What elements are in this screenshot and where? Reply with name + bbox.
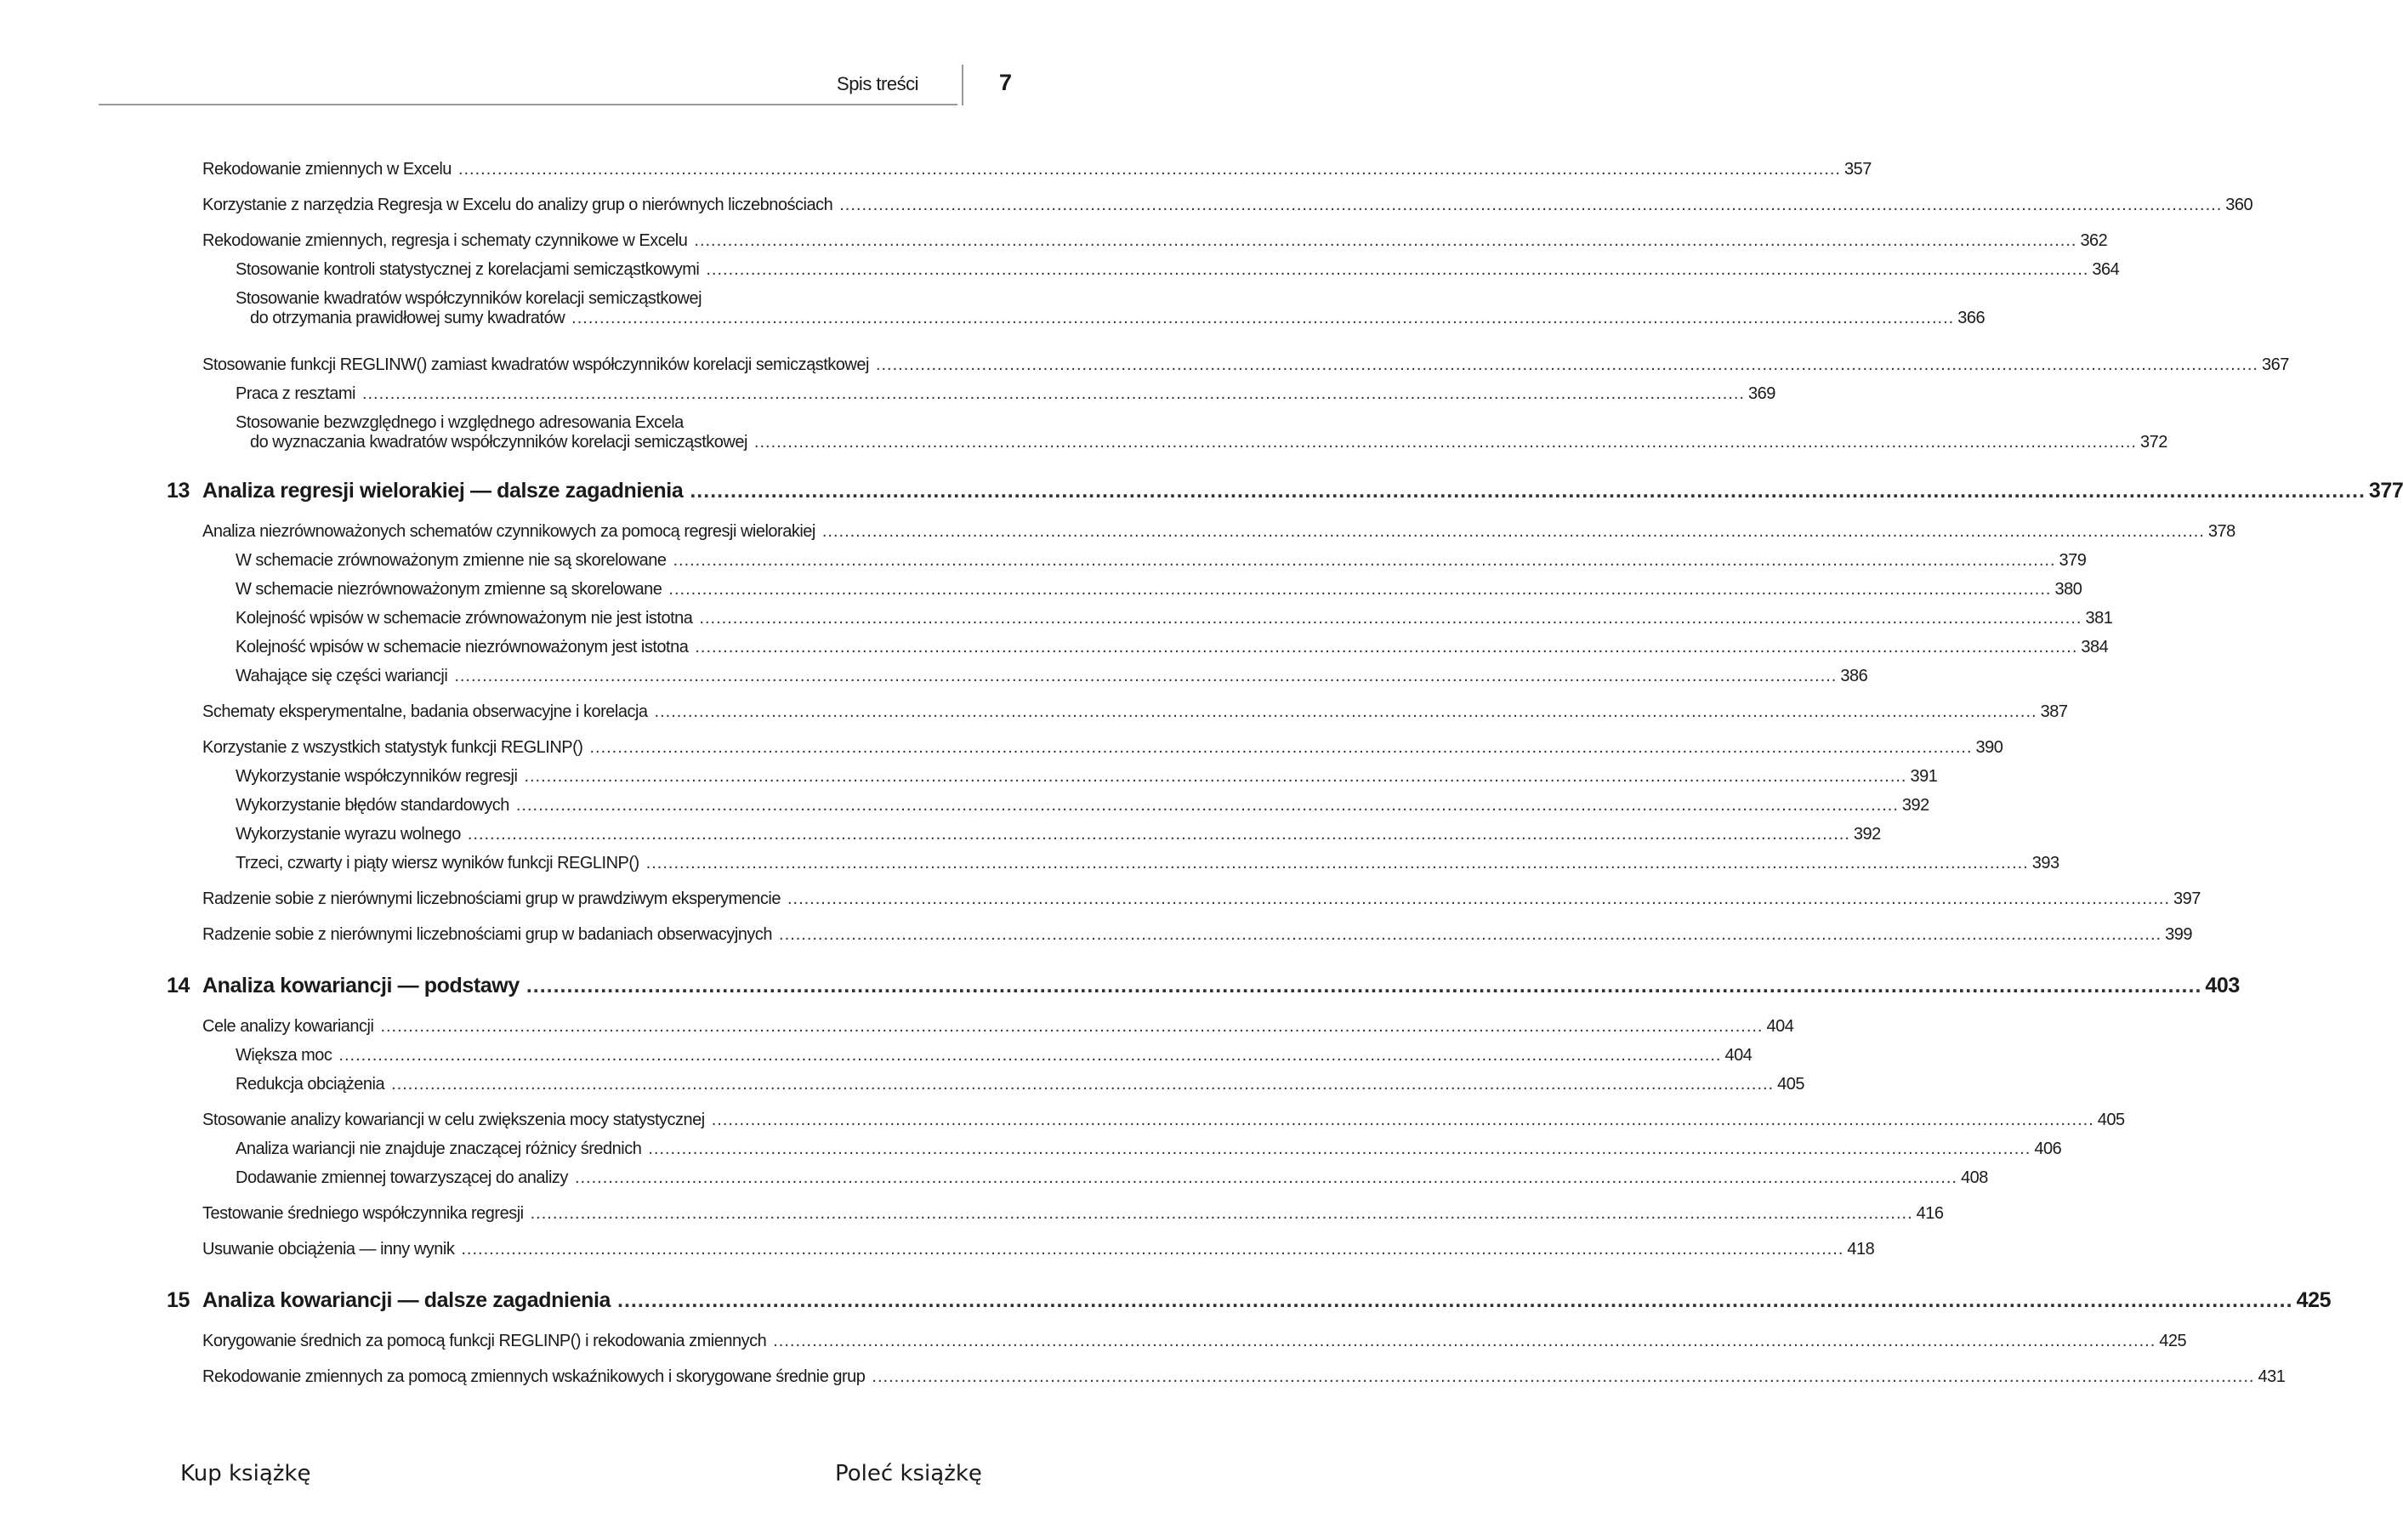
toc-entry-title: Analiza wariancji nie znajduje znaczącej różnicy średnich (236, 1139, 642, 1158)
running-title: Spis treści (837, 73, 918, 94)
toc-entry[interactable] (236, 413, 2167, 452)
header-separator (962, 65, 963, 105)
toc-entry[interactable] (236, 825, 1881, 844)
toc-page-number: 357 (1843, 160, 1872, 179)
toc-chapter[interactable] (167, 974, 2240, 998)
toc-entry[interactable] (236, 289, 1985, 328)
toc-entry-title: W schemacie niezrównoważonym zmienne są skorelowane (236, 580, 662, 599)
chapter-title: Analiza kowariancji — podstawy (202, 974, 520, 997)
toc-page-number: 364 (2092, 260, 2120, 279)
dot-leader (571, 309, 1954, 328)
toc-entry[interactable] (236, 796, 1929, 815)
toc-entry-title: Trzeci, czwarty i piąty wiersz wyników funkcji REGLINP() (236, 854, 639, 872)
dot-leader (695, 638, 2077, 657)
toc-entry-title: Kolejność wpisów w schemacie zrównoważonym nie jest istotna (236, 609, 693, 628)
dot-leader (391, 1075, 1774, 1094)
header-rule (99, 104, 957, 105)
dot-leader (839, 196, 2222, 215)
toc-entry-title: Kolejność wpisów w schemacie niezrównoważonym jest istotna (236, 638, 689, 656)
dot-leader (673, 551, 2055, 571)
toc-entry[interactable] (202, 355, 2289, 375)
toc-page-number: 372 (2139, 433, 2167, 452)
toc-page-number: 405 (2097, 1111, 2125, 1129)
toc-entry-title: Schematy eksperymentalne, badania obserwacyjne i korelacja (202, 702, 648, 721)
dot-leader (646, 854, 2029, 873)
toc-page-number: 393 (2031, 854, 2059, 872)
toc-entry[interactable] (236, 667, 1868, 686)
toc-entry[interactable] (236, 767, 1938, 787)
toc-page-number: 405 (1777, 1075, 1804, 1094)
dot-leader (694, 231, 2076, 251)
toc-page-number: 404 (1724, 1046, 1753, 1065)
toc-entry[interactable] (202, 1111, 2125, 1130)
dot-leader (754, 433, 2137, 452)
toc-page-number: 406 (2034, 1139, 2062, 1158)
toc-chapter[interactable] (167, 1288, 2332, 1313)
toc-entry-title: Korygowanie średnich za pomocą funkcji REGLINP() i rekodowania zmiennych (202, 1332, 767, 1350)
toc-entry-title: W schemacie zrównoważonym zmienne nie są skorelowane (236, 551, 667, 570)
toc-page-number: 391 (1910, 767, 1938, 786)
toc-page-number: 425 (2159, 1332, 2187, 1350)
dot-leader (872, 1367, 2254, 1387)
toc-entry-title-continued: do wyznaczania kwadratów współczynników korelacji semicząstkowej (250, 433, 747, 452)
toc-page-number: 418 (1847, 1240, 1875, 1259)
dot-leader (526, 974, 2202, 998)
toc-entry-title: Radzenie sobie z nierównymi liczebnościami grup w badaniach obserwacyjnych (202, 925, 773, 944)
toc-entry-title: Wykorzystanie wyrazu wolnego (236, 825, 461, 844)
toc-entry-title: Rekodowanie zmiennych w Excelu (202, 160, 452, 179)
toc-entry-title: Usuwanie obciążenia — inny wynik (202, 1240, 455, 1259)
toc-page-number: 431 (2258, 1367, 2286, 1386)
toc-entry-title: Stosowanie bezwzględnego i względnego adresowania Excela (236, 413, 684, 432)
toc-entry-title: Wykorzystanie błędów standardowych (236, 796, 509, 815)
toc-page-number: 399 (2165, 925, 2192, 944)
toc-entry-title: Wahające się części wariancji (236, 667, 448, 685)
dot-leader (779, 925, 2162, 945)
toc-entry[interactable] (202, 925, 2192, 945)
chapter-number: 15 (167, 1288, 190, 1312)
dot-leader (822, 522, 2205, 542)
toc-page-number: 381 (2085, 609, 2113, 628)
toc-entry[interactable] (202, 1204, 1944, 1224)
chapter-number: 14 (167, 974, 190, 997)
dot-leader (575, 1168, 1957, 1188)
dot-leader (787, 889, 2170, 909)
toc-page-number: 367 (2261, 355, 2289, 374)
toc-entry[interactable] (202, 1240, 1875, 1259)
dot-leader (461, 1240, 1843, 1259)
toc-entry[interactable] (236, 580, 2082, 600)
toc-entry-title-continued: do otrzymania prawidłowej sumy kwadratów (250, 309, 565, 327)
toc-entry[interactable] (202, 160, 1872, 179)
toc-entry[interactable] (202, 889, 2201, 909)
dot-leader (380, 1017, 1763, 1037)
dot-leader (668, 580, 2051, 600)
toc-entry[interactable] (236, 551, 2087, 571)
toc-entry-title: Stosowanie kontroli statystycznej z korelacjami semicząstkowymi (236, 260, 700, 279)
chapter-title: Analiza kowariancji — dalsze zagadnienia (202, 1288, 611, 1312)
toc-entry[interactable] (202, 738, 2003, 758)
toc-page-number: 392 (1853, 825, 1881, 844)
dot-leader (655, 702, 2037, 722)
toc-page-number: 386 (1840, 667, 1868, 685)
dot-leader (338, 1046, 1721, 1065)
chapter-title: Analiza regresji wielorakiej — dalsze zagadnienia (202, 479, 684, 503)
toc-entry-title: Cele analizy kowariancji (202, 1017, 374, 1036)
toc-page-number: 378 (2207, 522, 2235, 541)
toc-entry[interactable] (236, 638, 2109, 657)
toc-page-number: 397 (2173, 889, 2201, 908)
toc-entry-title: Redukcja obciążenia (236, 1075, 385, 1094)
dot-leader (516, 796, 1899, 815)
toc-page-number: 403 (2205, 974, 2240, 997)
toc-page-number: 369 (1747, 384, 1775, 403)
dot-leader (468, 825, 1850, 844)
dot-leader (712, 1111, 2094, 1130)
toc-entry[interactable] (202, 196, 2253, 215)
toc-entry-title: Większa moc (236, 1046, 332, 1065)
toc-entry-title: Stosowanie kwadratów współczynników korelacji semicząstkowej (236, 289, 702, 308)
toc-entry-title: Stosowanie analizy kowariancji w celu zwiększenia mocy statystycznej (202, 1111, 705, 1129)
toc-entry[interactable] (202, 522, 2235, 542)
toc-entry[interactable] (236, 1046, 1753, 1065)
recommend-book-link[interactable]: Poleć książkę (835, 1461, 982, 1486)
dot-leader (648, 1139, 2031, 1159)
toc-entry[interactable] (236, 1075, 1804, 1094)
toc-entry[interactable] (236, 1168, 1988, 1188)
toc-page-number: 366 (1957, 309, 1985, 327)
toc-page-number: 384 (2081, 638, 2109, 656)
toc-page-number: 390 (1975, 738, 2003, 757)
chapter-number: 13 (167, 479, 190, 503)
toc-entry-title: Radzenie sobie z nierównymi liczebnościami grup w prawdziwym eksperymencie (202, 889, 781, 908)
toc-page-number: 377 (2368, 479, 2403, 503)
toc-entry[interactable] (202, 1367, 2286, 1387)
dot-leader (524, 767, 1906, 787)
toc-entry-title: Korzystanie z narzędzia Regresja w Excelu do analizy grup o nierównych liczebnościach (202, 196, 833, 214)
dot-leader (773, 1332, 2156, 1351)
toc-entry-title: Korzystanie z wszystkich statystyk funkcji REGLINP() (202, 738, 583, 757)
dot-leader (617, 1288, 2293, 1313)
toc-page-number: 408 (1960, 1168, 1988, 1187)
toc-page-number: 404 (1766, 1017, 1794, 1036)
toc-page-number: 360 (2225, 196, 2253, 214)
toc-entry[interactable] (236, 384, 1775, 404)
buy-book-link[interactable]: Kup książkę (180, 1461, 311, 1486)
dot-leader (699, 609, 2082, 628)
toc-entry[interactable] (236, 1139, 2062, 1159)
toc-entry-title: Analiza niezrównoważonych schematów czynnikowych za pomocą regresji wielorakiej (202, 522, 815, 541)
toc-entry[interactable] (236, 609, 2113, 628)
dot-leader (454, 667, 1837, 686)
toc-chapter[interactable] (167, 479, 2403, 503)
toc-page-number: 362 (2080, 231, 2108, 250)
toc-entry[interactable] (202, 1332, 2187, 1351)
toc-entry-title: Wykorzystanie współczynników regresji (236, 767, 518, 786)
toc-page-number: 379 (2059, 551, 2087, 570)
toc-entry-title: Stosowanie funkcji REGLINW() zamiast kwadratów współczynników korelacji semicząstkowej (202, 355, 869, 374)
toc-entry[interactable] (236, 854, 2059, 873)
toc-entry-title: Testowanie średniego współczynnika regresji (202, 1204, 524, 1223)
toc-page-number: 380 (2054, 580, 2082, 599)
toc-entry[interactable] (236, 260, 2120, 280)
dot-leader (362, 384, 1745, 404)
page-number: 7 (998, 70, 1012, 95)
toc-entry[interactable] (202, 231, 2108, 251)
dot-leader (690, 479, 2366, 503)
dot-leader (589, 738, 1972, 758)
toc-page-number: 387 (2040, 702, 2068, 721)
toc-page-number: 425 (2296, 1288, 2332, 1312)
dot-leader (706, 260, 2088, 280)
toc-page-number: 392 (1901, 796, 1929, 815)
toc-entry-title: Dodawanie zmiennej towarzyszącej do analizy (236, 1168, 568, 1187)
dot-leader (876, 355, 2258, 375)
toc-entry-title: Rekodowanie zmiennych, regresja i schematy czynnikowe w Excelu (202, 231, 688, 250)
toc-entry-title: Praca z resztami (236, 384, 355, 403)
dot-leader (458, 160, 1841, 179)
toc-page-number: 416 (1916, 1204, 1944, 1223)
running-header (99, 65, 1025, 105)
dot-leader (531, 1204, 1913, 1224)
toc-entry[interactable] (202, 702, 2068, 722)
toc-entry[interactable] (202, 1017, 1794, 1037)
toc-entry-title: Rekodowanie zmiennych za pomocą zmiennych wskaźnikowych i skorygowane średnie grup (202, 1367, 866, 1386)
